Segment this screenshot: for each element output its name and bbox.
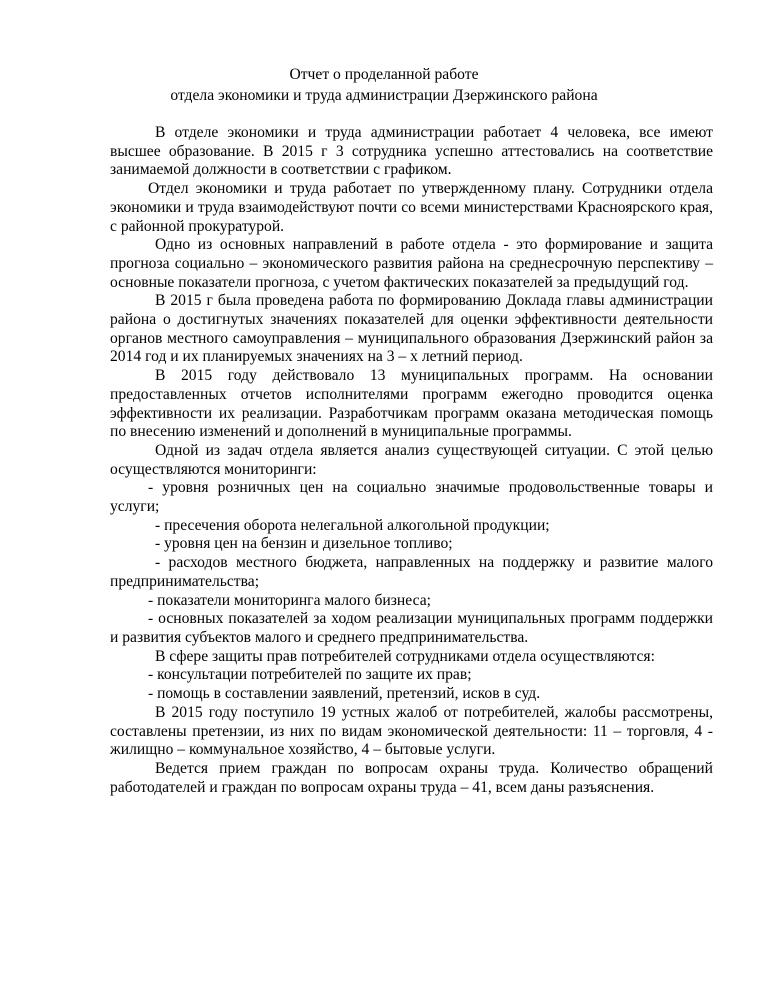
document-title-line-1: Отчет о проделанной работе (289, 66, 479, 83)
paragraph: В 2015 году поступило 19 устных жалоб от потребителей, жалобы рассмотрены, составлены претензии, из них по видам экономической деятельности: 11 – торговля, 4 - жилищно – коммунальное хозяйство, 4 – бытовые услуги. (110, 703, 713, 759)
paragraph: Одно из основных направлений в работе отдела - это формирование и защита прогноза социально – экономического развития района на среднесрочную перспективу – основные показатели прогноза, с учетом фактических показателей за предыдущий год. (110, 236, 713, 291)
document-title-line-2: отдела экономики и труда администрации Дзержинского района (170, 87, 598, 104)
list-item: - помощь в составлении заявлений, претензий, исков в суд. (148, 685, 541, 703)
list-item: - показатели мониторинга малого бизнеса; (148, 591, 431, 609)
paragraph: Ведется прием граждан по вопросам охраны труда. Количество обращений работодателей и граждан по вопросам охраны труда – 41, всем даны разъяснения. (110, 759, 713, 796)
list-item: - основных показателей за ходом реализации муниципальных программ поддержки и развития субъектов малого и среднего предпринимательства. (110, 610, 713, 646)
list-item: - расходов местного бюджета, направленных на поддержку и развитие малого предпринимательства; (110, 554, 713, 590)
paragraph: В 2015 г была проведена работа по формированию Доклада главы администрации района о достигнутых значениях показателей для оценки эффективности деятельности органов местного самоуправления – муниципального образования Дзержинский район за 2014 год и их планируемых значениях на 3 – х летний период. (110, 292, 713, 366)
list-item: - пресечения оборота нелегальной алкогольной продукции; (155, 516, 550, 534)
list-item: - уровня цен на бензин и дизельное топливо; (155, 535, 453, 553)
list-item: - консультации потребителей по защите их прав; (148, 666, 472, 684)
paragraph: Отдел экономики и труда работает по утвержденному плану. Сотрудники отдела экономики и труда взаимодействуют почти со всеми министерствами Красноярского края, с районной прокуратурой. (110, 180, 713, 235)
paragraph: В 2015 году действовало 13 муниципальных программ. На основании предоставленных отчетов исполнителями программ ежегодно проводится оценка эффективности их реализации. Разработчикам программ оказана методическая помощь по внесению изменений и дополнений в муниципальные программы. (110, 367, 713, 441)
paragraph: Одной из задач отдела является анализ существующей ситуации. С этой целью осуществляются мониторинги: (110, 441, 713, 478)
paragraph: В сфере защиты прав потребителей сотрудниками отдела осуществляются: (155, 647, 655, 665)
paragraph: В отделе экономики и труда администрации работает 4 человека, все имеют высшее образование. В 2015 г 3 сотрудника успешно аттестовались на соответствие занимаемой должности в соответствии с графиком. (110, 124, 713, 179)
list-item: - уровня розничных цен на социально значимые продовольственные товары и услуги; (110, 479, 713, 516)
document-body (110, 124, 713, 797)
